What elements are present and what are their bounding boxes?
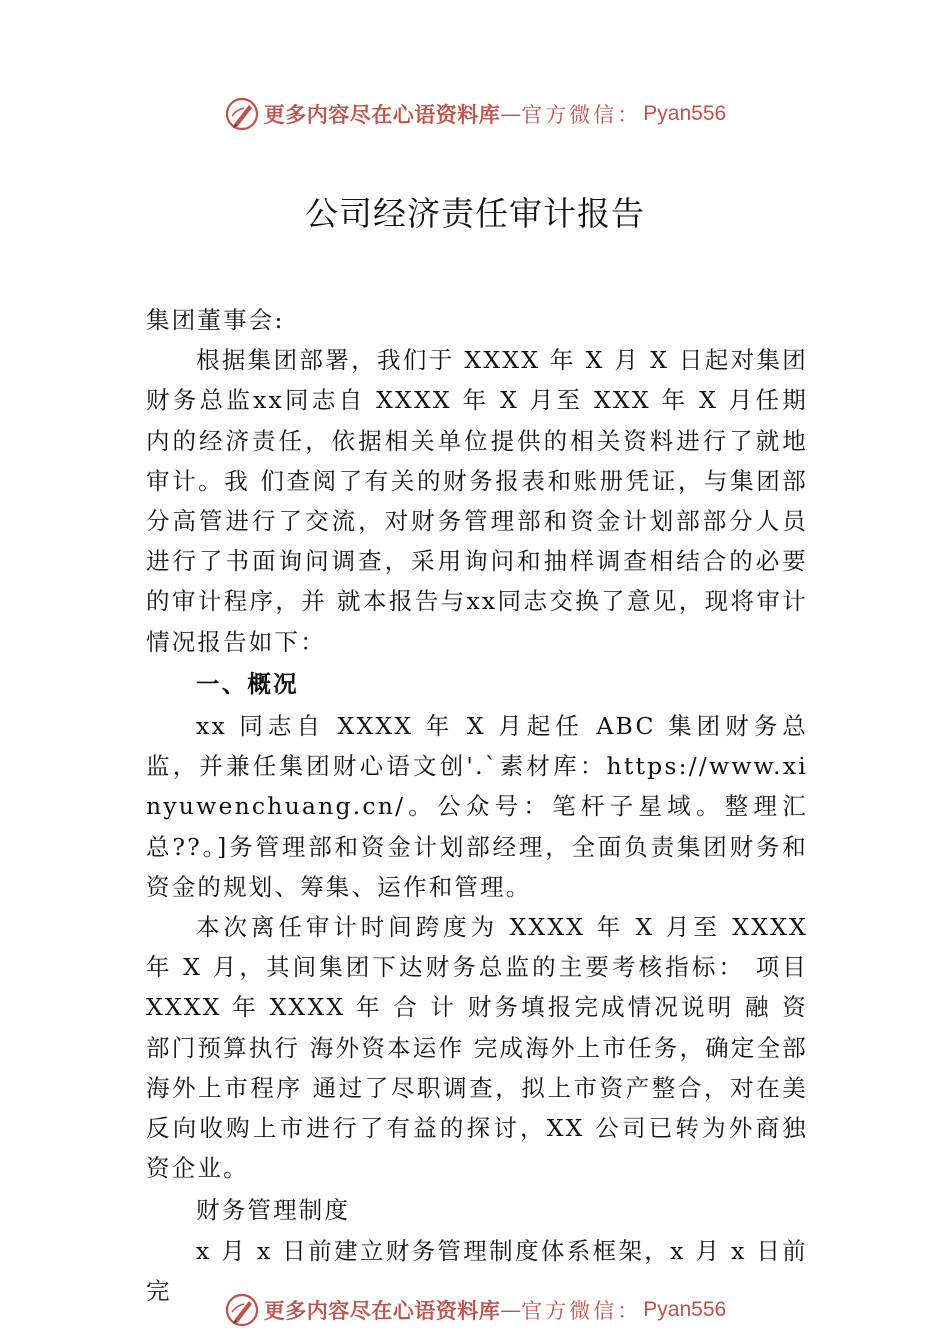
banner-promo-text: 更多内容尽在心语资料库 xyxy=(263,102,501,127)
pen-logo-icon xyxy=(224,96,260,132)
pen-logo-icon xyxy=(224,1292,260,1328)
overview-paragraph-1: xx 同志自 XXXX 年 X 月起任 ABC 集团财务总监，并兼任集团财心语文创'.`素材库：https://www.xinyuwenchuang.cn/。公众号：笔杆子星域。整理汇总??。]务管理部和资金计划部经理，全面负责集团财务和资金的规划、筹集、运作和管理。 xyxy=(146,712,808,901)
banner-wechat-id: Pyan556 xyxy=(643,102,727,125)
banner-promo-text: 更多内容尽在心语资料库 xyxy=(263,1298,501,1323)
overview-paragraph-2: 本次离任审计时间跨度为 XXXX 年 X 月至 XXXX 年 X 月，其间集团下达财务总监的主要考核指标： 项目 XXXX 年 XXXX 年 合 计 财务填报完成情况说明 融 资部门预算执行 海外资本运作 完成海外上市任务，确定全部海外上市程序 通过了尽职调查，拟上市资产整合，对在美反向收购上市进行了有益的探讨，XX 公司已转为外商独资企业。 xyxy=(146,913,808,1183)
footer-banner xyxy=(0,1290,950,1330)
document-body xyxy=(146,300,808,1311)
banner-separator: — xyxy=(500,1298,522,1322)
subheading-finance-system: 财务管理制度 xyxy=(196,1196,351,1225)
banner-wechat-label: 官方微信： xyxy=(521,1299,642,1323)
banner-wechat-id: Pyan556 xyxy=(643,1298,727,1321)
intro-paragraph: 根据集团部署，我们于 XXXX 年 X 月 X 日起对集团财务总监xx同志自 XXXX 年 X 月至 XXX 年 X 月任期内的经济责任，依据相关单位提供的相关资料进行了就地审计。我 们查阅了有关的财务报表和账册凭证，与集团部分高管进行了交流，对财务管理部和资金计划部部分人员进行了书面询问调查，采用询问和抽样调查相结合的必要的审计程序，并 就本报告与xx同志交换了意见，现将审计情况报告如下： xyxy=(146,346,808,656)
section-heading-overview: 一、概况 xyxy=(196,669,299,698)
salutation: 集团董事会: xyxy=(146,306,285,334)
document-title: 公司经济责任审计报告 xyxy=(305,194,645,233)
banner-wechat-label: 官方微信： xyxy=(521,103,642,127)
header-banner xyxy=(0,94,950,134)
finance-paragraph-1: x 月 x 日前建立财务管理制度体系框架，x 月 x 日前完 xyxy=(146,1236,808,1305)
banner-separator: — xyxy=(500,102,522,126)
